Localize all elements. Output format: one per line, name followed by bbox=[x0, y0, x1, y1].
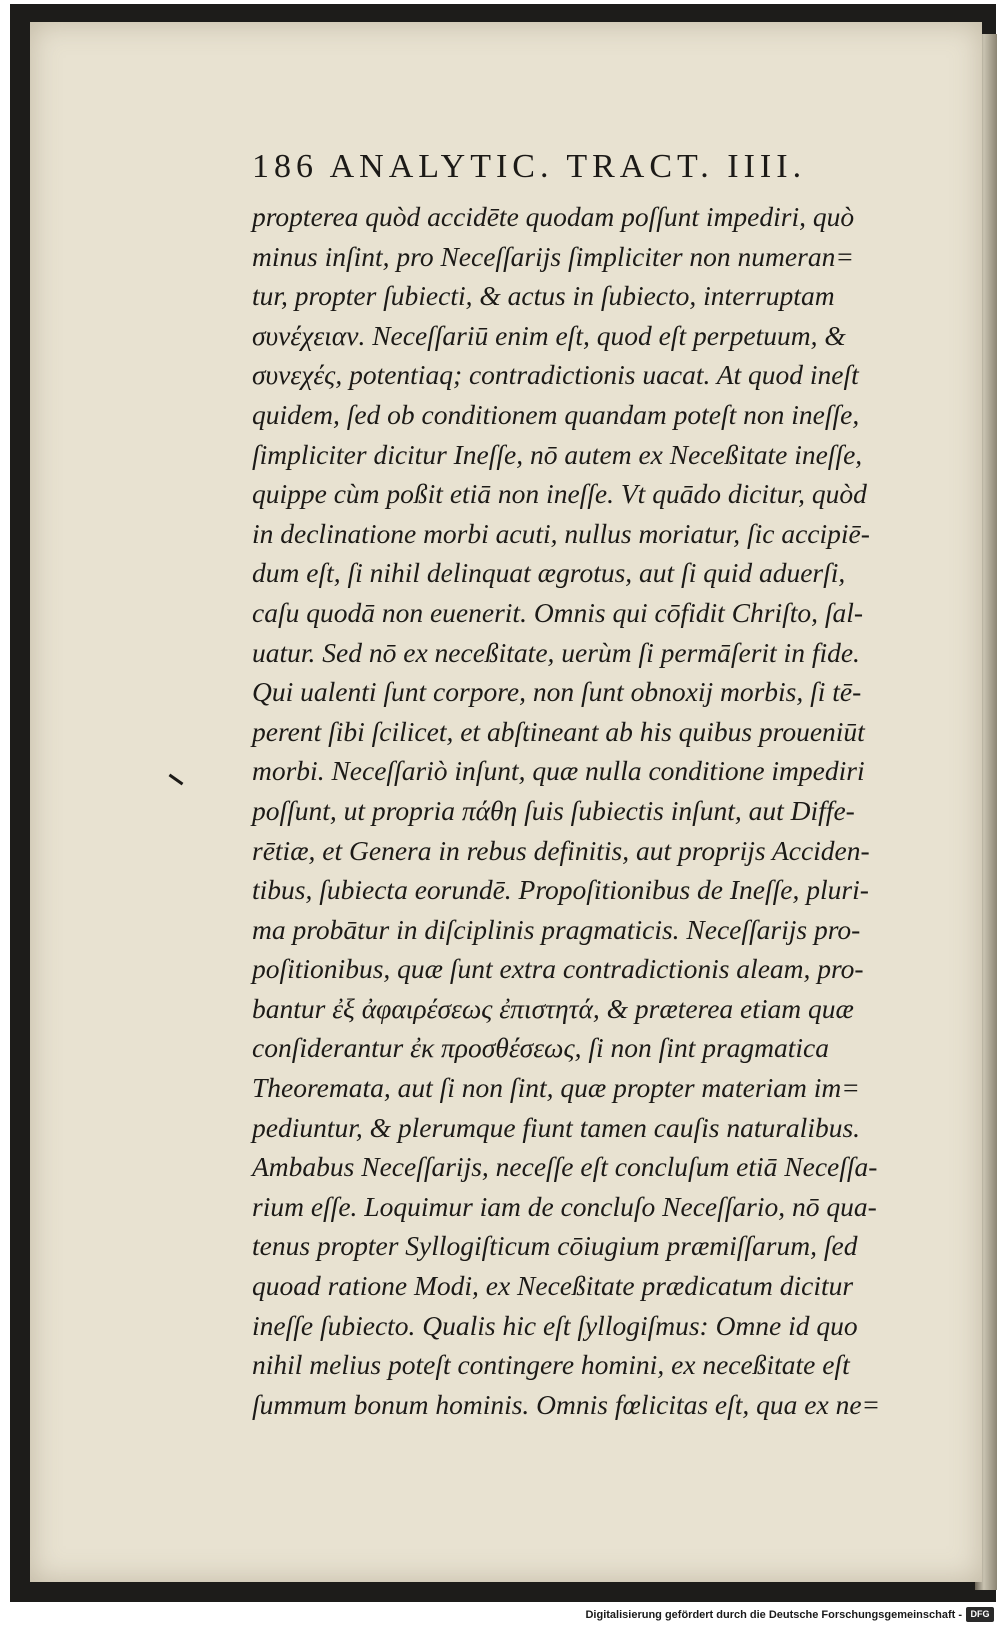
text-line: Qui ualenti ſunt corpore, non ſunt obnoxij morbis, ſi tē- bbox=[252, 676, 862, 708]
text-line: conſiderantur ἐκ προσθέσεως, ſi non ſint pragmatica bbox=[252, 1032, 830, 1064]
text-line: Ambabus Neceſſarijs, neceſſe eſt concluſum etiā Neceſſa- bbox=[252, 1151, 878, 1183]
text-line: ma probātur in diſciplinis pragmaticis. Neceſſarijs pro- bbox=[252, 913, 861, 945]
text-line: tenus propter Syllogiſticum cōiugium præmiſſarum, ſed bbox=[252, 1230, 858, 1262]
page-body bbox=[252, 197, 942, 1424]
text-line: ſummum bonum hominis. Omnis fœlicitas eſt, qua ex ne= bbox=[252, 1388, 881, 1420]
text-line: poſitionibus, quæ ſunt extra contradictionis aleam, pro- bbox=[252, 953, 864, 985]
text-line: dum eſt, ſi nihil delinquat ægrotus, aut ſi quid aduerſi, bbox=[252, 557, 846, 589]
text-line: minus inſint, pro Neceſſarijs ſimpliciter non numeran= bbox=[252, 240, 854, 272]
text-line: rētiæ, et Genera in rebus definitis, aut proprijs Acciden- bbox=[252, 834, 870, 866]
text-line: συνέχειαν. Neceſſariū enim eſt, quod eſt perpetuum, & bbox=[252, 319, 846, 351]
text-line: propterea quòd accidēte quodam poſſunt impediri, quò bbox=[252, 201, 855, 232]
text-line: ineſſe ſubiecto. Qualis hic eſt ſyllogiſmus: Omne id quo bbox=[252, 1309, 858, 1341]
text-line: in declinatione morbi acuti, nullus moriatur, ſic accipiē- bbox=[252, 517, 870, 549]
text-line: uatur. Sed nō ex neceßitate, uerùm ſi permāſerit in fide. bbox=[252, 636, 860, 668]
text-line: quoad ratione Modi, ex Neceßitate prædicatum dicitur bbox=[252, 1270, 854, 1302]
text-line: συνεχές, potentiaq; contradictionis uacat. At quod ineſt bbox=[252, 359, 859, 391]
text-line: bantur ἐξ ἀφαιρέσεως ἐπιστητά, & præterea etiam quæ bbox=[252, 992, 854, 1024]
running-header: 186 ANALYTIC. TRACT. IIII. bbox=[252, 148, 807, 185]
funding-credit: Digitalisierung gefördert durch die Deutsche Forschungsgemeinschaft - bbox=[585, 1609, 962, 1621]
text-line: poſſunt, ut propria πάθη ſuis ſubiectis inſunt, aut Diffe- bbox=[252, 794, 855, 826]
text-line: Theoremata, aut ſi non ſint, quæ propter materiam im= bbox=[252, 1072, 860, 1104]
text-line: ſimpliciter dicitur Ineſſe, nō autem ex Neceßitate ineſſe, bbox=[252, 438, 863, 470]
text-line: rium eſſe. Loquimur iam de concluſo Neceſſario, nō qua- bbox=[252, 1190, 877, 1222]
text-line: morbi. Neceſſariò inſunt, quæ nulla conditione impediri bbox=[252, 755, 865, 787]
dfg-logo: DFG bbox=[966, 1607, 994, 1622]
text-line: tibus, ſubiecta eorundē. Propoſitionibus de Ineſſe, pluri- bbox=[252, 874, 869, 906]
text-line: quippe cùm poßit etiā non ineſſe. Vt quādo dicitur, quòd bbox=[252, 478, 867, 510]
text-line: caſu quodā non euenerit. Omnis qui cōfidit Chriſto, ſal- bbox=[252, 596, 864, 628]
text-line: perent ſibi ſcilicet, et abſtineant ab his quibus proueniūt bbox=[252, 715, 865, 747]
text-line: pediuntur, & plerumque fiunt tamen cauſis naturalibus. bbox=[252, 1111, 861, 1143]
text-line: nihil melius poteſt contingere homini, ex neceßitate eſt bbox=[252, 1349, 850, 1381]
text-line: tur, propter ſubiecti, & actus in ſubiecto, interruptam bbox=[252, 280, 835, 312]
text-line: quidem, ſed ob conditionem quandam poteſt non ineſſe, bbox=[252, 398, 860, 430]
